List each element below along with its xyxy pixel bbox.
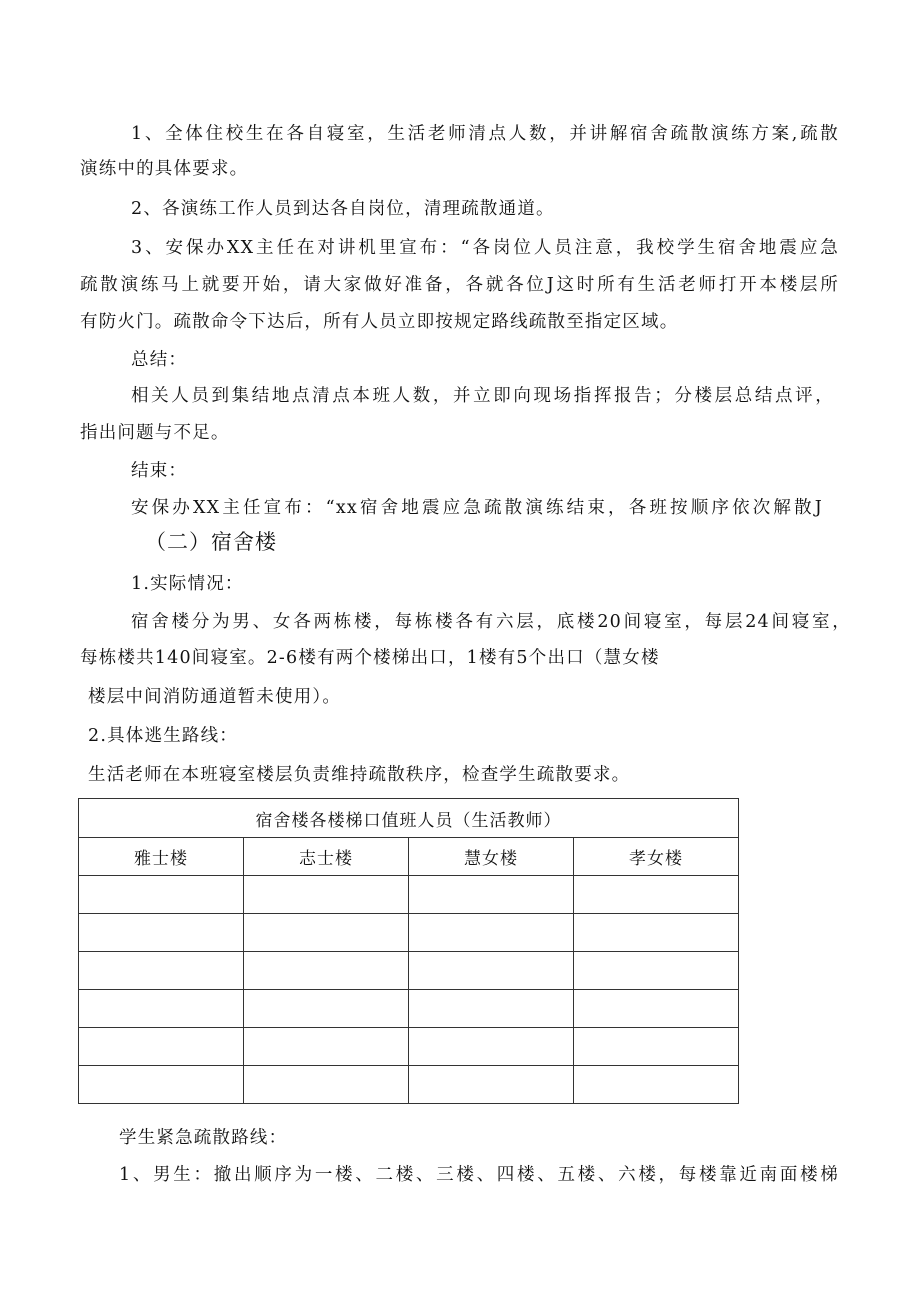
table-row (79, 914, 739, 952)
column-header-zhishi: 志士楼 (244, 838, 409, 876)
table-row (79, 876, 739, 914)
table-cell (574, 990, 739, 1028)
column-header-yashi: 雅士楼 (79, 838, 244, 876)
table-cell (574, 1028, 739, 1066)
table-cell (574, 952, 739, 990)
duty-staff-table (78, 798, 739, 1104)
table-cell (244, 1028, 409, 1066)
section-heading: （二）宿舍楼 (145, 530, 277, 554)
paragraph-3-line-2: 疏散演练马上就要开始，请大家做好准备，各就各位J这时所有生活老师打开本楼层所 (80, 275, 839, 295)
paragraph-2: 2、各演练工作人员到达各自岗位，清理疏散通道。 (131, 199, 555, 219)
table-row (79, 1066, 739, 1104)
evacuation-route-line-1: 1、男生：撤出顺序为一楼、二楼、三楼、四楼、五楼、六楼，每楼靠近南面楼梯 (119, 1165, 839, 1185)
table-cell (574, 1066, 739, 1104)
table-cell (244, 990, 409, 1028)
table-cell (409, 1066, 574, 1104)
table-cell (574, 914, 739, 952)
table-cell (244, 952, 409, 990)
end-label: 结束： (131, 461, 188, 481)
duty-table-caption: 宿舍楼各楼梯口值班人员（生活教师） (79, 799, 739, 838)
table-cell (409, 914, 574, 952)
actual-situation-line-1: 宿舍楼分为男、女各两栋楼，每栋楼各有六层，底楼20间寝室，每层24间寝室， (131, 612, 851, 632)
paragraph-3-line-3: 有防火门。疏散命令下达后，所有人员立即按规定路线疏散至指定区域。 (80, 312, 679, 332)
table-cell (244, 876, 409, 914)
table-cell (79, 1066, 244, 1104)
actual-situation-label: 1.实际情况： (131, 574, 244, 594)
paragraph-3-line-1: 3、安保办XX主任在对讲机里宣布：“各岗位人员注意，我校学生宿舍地震应急 (131, 238, 839, 258)
summary-label: 总结： (131, 350, 188, 370)
paragraph-1-line-2: 演练中的具体要求。 (80, 159, 249, 179)
table-cell (409, 876, 574, 914)
table-cell (79, 990, 244, 1028)
table-cell (244, 914, 409, 952)
table-row (79, 952, 739, 990)
end-announcement: 安保办XX主任宣布：“xx宿舍地震应急疏散演练结束，各班按顺序依次解散J (131, 498, 823, 518)
table-cell (409, 990, 574, 1028)
evacuation-route-label: 学生紧急疏散路线： (119, 1128, 288, 1148)
table-cell (409, 1028, 574, 1066)
table-cell (244, 1066, 409, 1104)
column-header-huinv: 慧女楼 (409, 838, 574, 876)
table-cell (79, 876, 244, 914)
table-cell (79, 952, 244, 990)
summary-line-2: 指出问题与不足。 (80, 423, 230, 443)
escape-route-label: 2.具体逃生路线： (88, 726, 238, 746)
table-cell (79, 914, 244, 952)
table-cell (574, 876, 739, 914)
escape-route-line-1: 生活老师在本班寝室楼层负责维持疏散秩序，检查学生疏散要求。 (88, 765, 631, 785)
summary-line-1: 相关人员到集结地点清点本班人数，并立即向现场指挥报告；分楼层总结点评， (131, 386, 834, 406)
table-cell (409, 952, 574, 990)
table-row (79, 1028, 739, 1066)
actual-situation-line-3: 楼层中间消防通道暂未使用）。 (88, 687, 342, 707)
table-cell (79, 1028, 244, 1066)
column-header-xiaonv: 孝女楼 (574, 838, 739, 876)
paragraph-1-line-1: 1、全体住校生在各自寝室，生活老师清点人数，并讲解宿舍疏散演练方案,疏散 (131, 124, 839, 144)
actual-situation-line-2: 每栋楼共140间寝室。2-6楼有两个楼梯出口，1楼有5个出口（慧女楼 (80, 648, 660, 668)
table-row (79, 990, 739, 1028)
